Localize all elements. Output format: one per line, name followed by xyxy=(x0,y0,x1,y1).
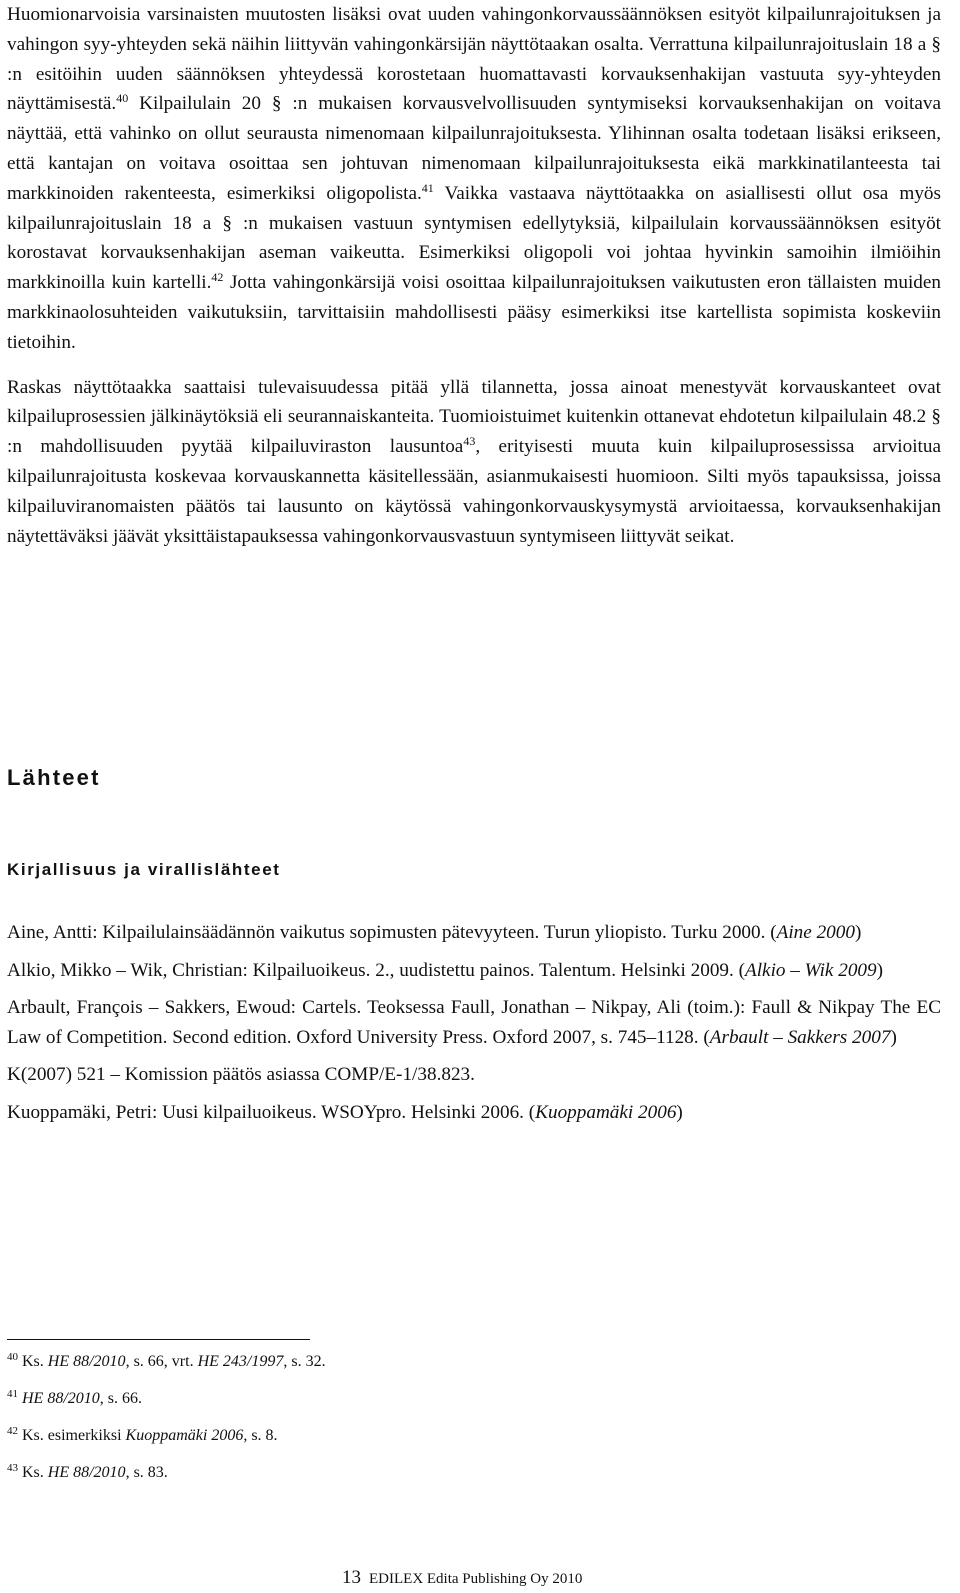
footnote-ref[interactable]: 40 xyxy=(116,91,129,106)
paragraph-text: Raskas näyttötaakka saattaisi tulevaisuudessa pitää yllä tilannetta, jossa ainoat menestyvät korvauskanteet ovat kilpailuprosessien jälkinäytöksiä eli seurannaiskanteita. Tuomioistuimet kuitenkin ottanevat ehdotetun kilpailulain 48.2 § :n mahdollisuuden pyytää kilpailuviraston lausuntoa xyxy=(7,376,941,458)
reference-item xyxy=(7,1098,941,1128)
reference-abbreviation: Kuoppamäki 2006 xyxy=(535,1101,677,1123)
reference-item xyxy=(7,956,941,986)
reference-close: ) xyxy=(876,959,884,981)
reference-close: ) xyxy=(890,1026,897,1048)
footnote-text: , s. 8. xyxy=(243,1427,278,1444)
footnote-citation: Kuoppamäki 2006 xyxy=(125,1427,244,1444)
publisher-credit: EDILEX Edita Publishing Oy 2010 xyxy=(369,1571,583,1587)
footnote-text: Ks. xyxy=(22,1353,48,1370)
subsection-heading-literature: Kirjallisuus ja virallislähteet xyxy=(7,860,281,879)
reference-close: ) xyxy=(676,1101,683,1123)
footnote-text: , s. 32. xyxy=(283,1353,326,1370)
footnote-citation: HE 243/1997 xyxy=(197,1353,284,1370)
document-page xyxy=(7,0,941,1588)
footnote-number: 40 xyxy=(7,1351,18,1363)
paragraph-text: Huomionarvoisia varsinaisten muutosten lisäksi ovat uuden vahingonkorvaussäännöksen esityöt kilpailunrajoituksen ja vahingon syy-yhteyden sekä näihin liittyvän vahingonkärsijän näyttötaakan osalta. Verrattuna kilpailunrajoituslain 18 a § :n esitöihin uuden säännöksen yhteydessä korostetaan huomattavasti korvauksenhakijan vastuuta syy-yhteyden näyttämisestä. xyxy=(7,4,941,115)
footnote-text: Ks. esimerkiksi xyxy=(22,1427,126,1444)
reference-item xyxy=(7,918,941,948)
footnote-text: , s. 66, vrt. xyxy=(125,1353,198,1370)
page-number: 13 xyxy=(342,1567,361,1588)
footnote-item xyxy=(7,1463,941,1483)
footnote-ref[interactable]: 41 xyxy=(421,180,434,195)
paragraph-text: , erityisesti muuta kuin kilpailuprosessissa arvioitua kilpailunrajoitusta koskevaa korvauskannetta käsitellessään, asianmukaisesti huomioon. Silti myös tapauksissa, joissa kilpailuviranomaisten päätös tai lausunto on käytössä vahingonkorvauskysymystä arvioitaessa, korvauksenhakijan näytettäväksi jäävät yksittäistapauksessa vahingonkorvausvastuun syntymiseen liittyvät seikat. xyxy=(7,436,941,547)
reference-text: Kuoppamäki, Petri: Uusi kilpailuoikeus. WSOYpro. Helsinki 2006. ( xyxy=(7,1101,536,1123)
reference-abbreviation: Alkio – Wik 2009 xyxy=(745,959,877,981)
footnote-citation: HE 88/2010 xyxy=(22,1390,100,1407)
section-heading-sources: Lähteet xyxy=(7,765,101,790)
footnote-ref[interactable]: 42 xyxy=(211,270,224,285)
footnote-ref[interactable]: 43 xyxy=(463,434,476,449)
reference-text: Aine, Antti: Kilpailulainsäädännön vaikutus sopimusten pätevyyteen. Turun yliopisto. Turku 2000. ( xyxy=(7,922,777,943)
reference-text: Alkio, Mikko – Wik, Christian: Kilpailuoikeus. 2., uudistettu painos. Talentum. Helsinki 2009. ( xyxy=(7,959,745,981)
page-footer xyxy=(342,1567,582,1589)
footnote-item xyxy=(7,1426,941,1446)
reference-abbreviation: Aine 2000 xyxy=(776,922,855,943)
footnote-citation: HE 88/2010 xyxy=(47,1353,126,1370)
body-paragraph-2 xyxy=(7,373,941,552)
footnote-number: 42 xyxy=(7,1425,18,1437)
footnote-list xyxy=(7,1352,941,1500)
footnote-item xyxy=(7,1352,941,1372)
reference-item xyxy=(7,993,941,1052)
reference-item xyxy=(7,1060,941,1090)
reference-abbreviation: Arbault – Sakkers 2007 xyxy=(709,1026,891,1048)
reference-close: ) xyxy=(854,922,862,943)
footnote-number: 41 xyxy=(7,1388,18,1400)
footnote-separator xyxy=(7,1339,310,1340)
footnote-text: Ks. xyxy=(22,1464,48,1481)
footnote-item xyxy=(7,1389,941,1409)
reference-list xyxy=(7,918,941,1135)
reference-text: Arbault, François – Sakkers, Ewoud: Cartels. Teoksessa Faull, Jonathan – Nikpay, Ali (toim.): Faull & Nikpay The EC Law of Competition. Second edition. Oxford University Press. Oxford 2007, s. 745–1128. ( xyxy=(7,997,941,1048)
paragraph-text: Jotta vahingonkärsijä voisi osoittaa kilpailunrajoituksen vaikutusten eron tällaisten muiden markkinaolosuhteiden vaikutuksiin, tarvittaisiin mahdollisesti pääsy esimerkiksi itse kartellista sopimista koskeviin tietoihin. xyxy=(7,272,941,353)
paragraph-text: Kilpailulain 20 § :n mukaisen korvausvelvollisuuden syntymiseksi korvauksenhakijan on voitava näyttää, että vahinko on ollut seurausta nimenomaan kilpailunrajoituksesta. Ylihinnan osalta todetaan lisäksi erikseen, että kantajan on voitava osoittaa sen johtuvan nimenomaan kilpailunrajoituksesta eikä markkinatilanteesta tai markkinoiden rakenteesta, esimerkiksi oligopolista. xyxy=(7,93,941,204)
footnote-number: 43 xyxy=(7,1462,18,1474)
footnote-text: , s. 83. xyxy=(125,1464,168,1481)
reference-text: K(2007) 521 – Komission päätös asiassa COMP/E-1/38.823. xyxy=(7,1064,475,1085)
paragraph-text: Vaikka vastaava näyttötaakka on asiallisesti ollut osa myös kilpailunrajoituslain 18 a § :n mukaisen vastuun syntymisen edellytyksiä, kilpailulain korvaussäännöksen esityöt korostavat korvauksenhakijan aseman vaikeutta. Esimerkiksi oligopoli voi johtaa hyvinkin samoihin ilmiöihin markkinoilla kuin kartelli. xyxy=(7,182,941,294)
footnote-text: , s. 66. xyxy=(99,1390,143,1407)
footnote-citation: HE 88/2010 xyxy=(47,1464,126,1481)
body-paragraph-1 xyxy=(7,0,941,358)
